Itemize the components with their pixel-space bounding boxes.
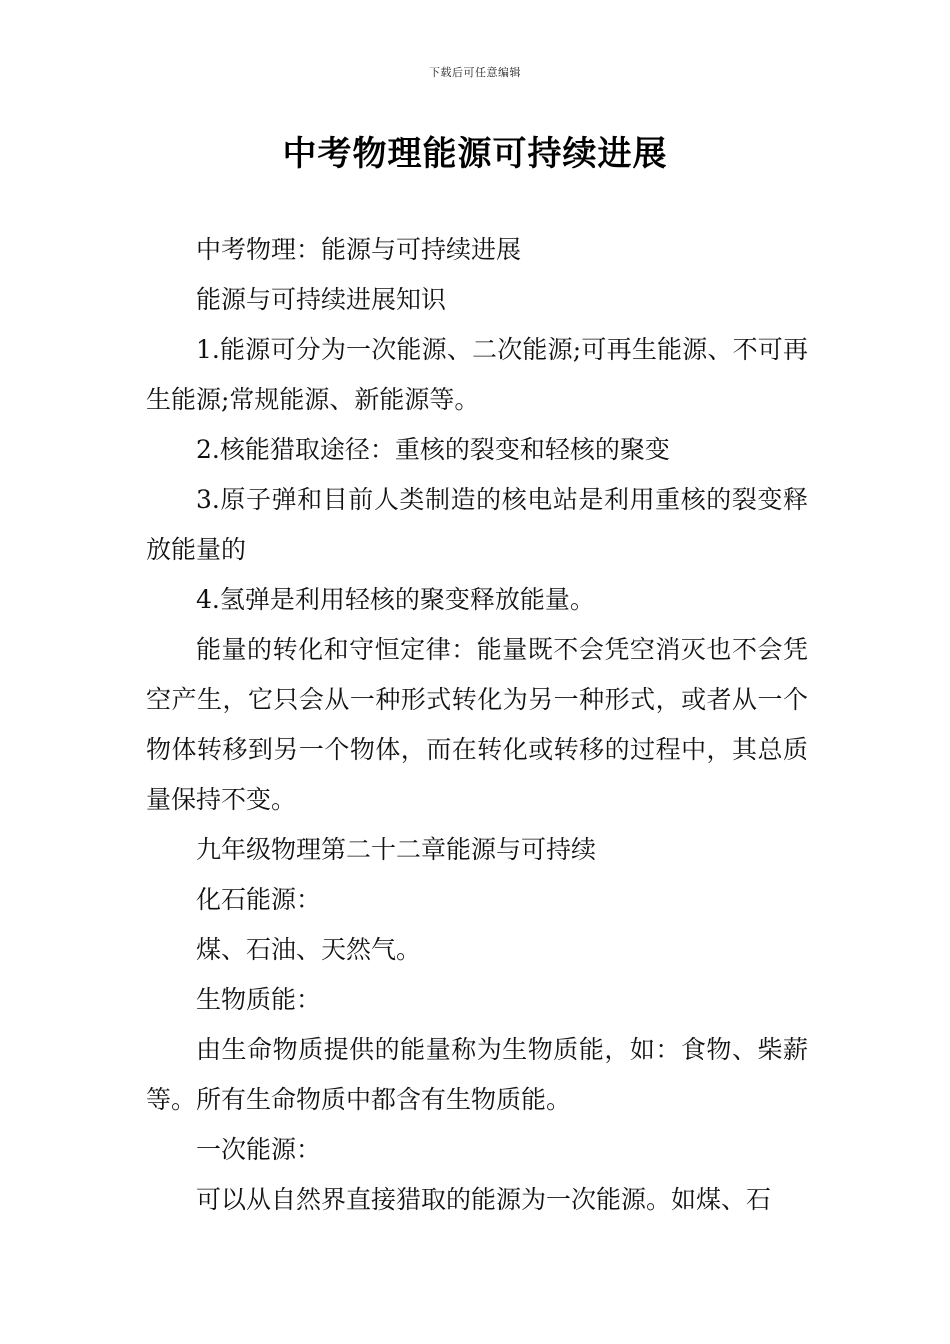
paragraph: 中考物理：能源与可持续进展	[196, 235, 522, 264]
document-title: 中考物理能源可持续进展	[282, 134, 668, 174]
paragraph: 能量的转化和守恒定律：能量既不会凭空消灭也不会凭空产生，它只会从一种形式转化为另一种形式，或者从一个物体转移到另一个物体，而在转化或转移的过程中，其总质量保持不变。	[146, 635, 808, 814]
paragraph: 2.核能猎取途径：重核的裂变和轻核的聚变	[196, 435, 670, 464]
paragraph: 九年级物理第二十二章能源与可持续	[196, 835, 597, 864]
paragraph: 能源与可持续进展知识	[196, 285, 447, 314]
paragraph: 煤、石油、天然气。	[196, 935, 422, 964]
header-note: 下载后可任意编辑	[429, 66, 521, 79]
paragraph: 一次能源：	[196, 1135, 322, 1164]
paragraph: 3.原子弹和目前人类制造的核电站是利用重核的裂变释放能量的	[146, 485, 808, 564]
paragraph: 化石能源：	[196, 885, 322, 914]
paragraph: 4.氢弹是利用轻核的聚变释放能量。	[196, 585, 595, 614]
paragraph: 可以从自然界直接猎取的能源为一次能源。如煤、石	[196, 1185, 772, 1214]
paragraph: 生物质能：	[196, 985, 322, 1014]
paragraph: 1.能源可分为一次能源、二次能源;可再生能源、不可再生能源;常规能源、新能源等。	[146, 335, 808, 414]
paragraph: 由生命物质提供的能量称为生物质能，如：食物、柴薪等。所有生命物质中都含有生物质能。	[146, 1035, 808, 1114]
document-body	[146, 225, 808, 1225]
